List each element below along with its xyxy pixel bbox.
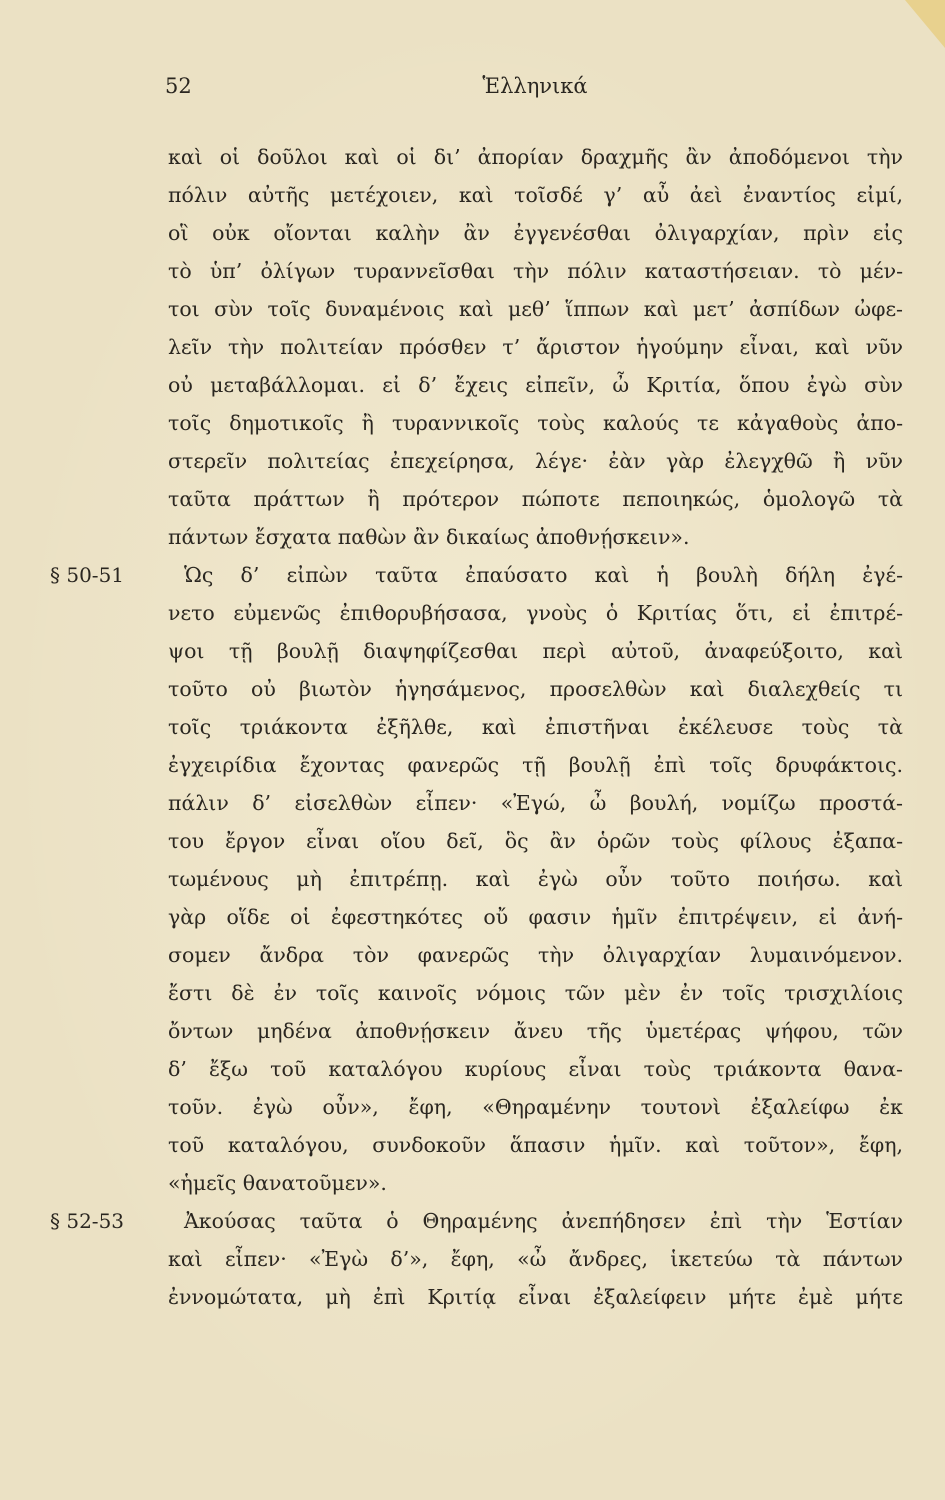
line-text: Ἀκούσας ταῦτα ὁ Θηραμένης ἀνεπήδησεν ἐπὶ τὴν Ἑστίαν — [184, 1209, 903, 1233]
text-line — [168, 290, 903, 328]
text-line — [168, 1012, 903, 1050]
line-text: τὸ ὑπ’ ὀλίγων τυραννεῖσθαι τὴν πόλιν καταστήσειαν. τὸ μέν- — [168, 259, 903, 283]
line-text: τωμένους μὴ ἐπιτρέπῃ. καὶ ἐγὼ οὖν τοῦτο ποιήσω. καὶ — [168, 867, 903, 891]
line-text: καὶ εἶπεν· «Ἐγὼ δ’», ἔφη, «ὦ ἄνδρες, ἱκετεύω τὰ πάντων — [168, 1247, 903, 1271]
text-line — [168, 1126, 903, 1164]
body-text — [50, 138, 903, 1316]
line-text: καὶ οἱ δοῦλοι καὶ οἱ δι’ ἀπορίαν δραχμῆς ἂν ἀποδόμενοι τὴν — [168, 145, 903, 169]
line-text: γὰρ οἵδε οἱ ἐφεστηκότες οὔ φασιν ἡμῖν ἐπιτρέψειν, εἰ ἀνή- — [168, 905, 903, 929]
page-corner-stain — [905, 0, 945, 48]
line-text: ἔστι δὲ ἐν τοῖς καινοῖς νόμοις τῶν μὲν ἐν τοῖς τρισχιλίοις — [168, 981, 903, 1005]
text-line — [168, 594, 903, 632]
line-text: τοῦ καταλόγου, συνδοκοῦν ἅπασιν ἡμῖν. καὶ τοῦτον», ἔφη, — [168, 1133, 903, 1157]
text-line — [168, 1088, 903, 1126]
line-text: πάντων ἔσχατα παθὼν ἂν δικαίως ἀποθνῄσκειν». — [168, 525, 690, 549]
line-text: ὄντων μηδένα ἀποθνῄσκειν ἄνευ τῆς ὑμετέρας ψήφου, τῶν — [168, 1019, 903, 1043]
text-line — [168, 404, 903, 442]
line-text: ἐγχειρίδια ἔχοντας φανερῶς τῇ βουλῇ ἐπὶ τοῖς δρυφάκτοις. — [168, 753, 903, 777]
line-text: τοι σὺν τοῖς δυναμένοις καὶ μεθ’ ἵππων καὶ μετ’ ἀσπίδων ὠφε- — [168, 297, 903, 321]
text-line — [168, 328, 903, 366]
text-line — [168, 746, 903, 784]
text-line — [168, 1050, 903, 1088]
text-line — [168, 366, 903, 404]
line-text: λεῖν τὴν πολιτείαν πρόσθεν τ’ ἄριστον ἡγούμην εἶναι, καὶ νῦν — [168, 335, 903, 359]
text-line — [50, 1202, 903, 1240]
text-line — [168, 860, 903, 898]
line-text: «ἡμεῖς θανατοῦμεν». — [168, 1171, 387, 1195]
line-text: ἐννομώτατα, μὴ ἐπὶ Κριτίᾳ εἶναι ἐξαλείφειν μήτε ἐμὲ μήτε — [168, 1285, 903, 1309]
text-line — [50, 556, 903, 594]
line-text: σομεν ἄνδρα τὸν φανερῶς τὴν ὀλιγαρχίαν λυμαινόμενον. — [168, 943, 903, 967]
text-line — [168, 936, 903, 974]
section-marker: § 52-53 — [50, 1209, 125, 1233]
line-text: νετο εὐμενῶς ἐπιθορυβήσασα, γνοὺς ὁ Κριτίας ὅτι, εἰ ἐπιτρέ- — [168, 601, 903, 625]
running-title: Ἑλληνικά — [482, 74, 588, 98]
line-text: πάλιν δ’ εἰσελθὼν εἶπεν· «Ἐγώ, ὦ βουλή, νομίζω προστά- — [168, 791, 903, 815]
line-text: ψοι τῇ βουλῇ διαψηφίζεσθαι περὶ αὐτοῦ, ἀναφεύξοιτο, καὶ — [168, 639, 903, 663]
text-line — [168, 670, 903, 708]
text-line — [168, 214, 903, 252]
line-text: πόλιν αὐτῆς μετέχοιεν, καὶ τοῖσδέ γ’ αὖ ἀεὶ ἐναντίος εἰμί, — [168, 183, 903, 207]
line-text: Ὡς δ’ εἰπὼν ταῦτα ἐπαύσατο καὶ ἡ βουλὴ δήλη ἐγέ- — [184, 563, 903, 587]
text-line — [168, 1240, 903, 1278]
line-text: δ’ ἔξω τοῦ καταλόγου κυρίους εἶναι τοὺς τριάκοντα θανα- — [168, 1057, 903, 1081]
text-line — [168, 784, 903, 822]
text-line — [168, 974, 903, 1012]
text-line — [168, 1164, 903, 1202]
text-line — [168, 822, 903, 860]
text-line — [168, 252, 903, 290]
text-line — [168, 480, 903, 518]
text-line — [168, 898, 903, 936]
text-line — [168, 632, 903, 670]
line-text: τοῖς δημοτικοῖς ἢ τυραννικοῖς τοὺς καλούς τε κἀγαθοὺς ἀπο- — [168, 411, 903, 435]
line-text: στερεῖν πολιτείας ἐπεχείρησα, λέγε· ἐὰν γὰρ ἐλεγχθῶ ἢ νῦν — [168, 449, 903, 473]
line-text: τοῦτο οὐ βιωτὸν ἡγησάμενος, προσελθὼν καὶ διαλεχθείς τι — [168, 677, 903, 701]
text-line — [168, 138, 903, 176]
line-text: οἳ οὐκ οἴονται καλὴν ἂν ἐγγενέσθαι ὀλιγαρχίαν, πρὶν εἰς — [168, 221, 903, 245]
text-line — [168, 1278, 903, 1316]
line-text: ταῦτα πράττων ἢ πρότερον πώποτε πεποιηκώς, ὁμολογῶ τὰ — [168, 487, 903, 511]
section-marker: § 50-51 — [50, 563, 125, 587]
line-text: τοῖς τριάκοντα ἐξῆλθε, καὶ ἐπιστῆναι ἐκέλευσε τοὺς τὰ — [168, 715, 903, 739]
line-text: τοῦν. ἐγὼ οὖν», ἔφη, «Θηραμένην τουτονὶ ἐξαλείφω ἐκ — [168, 1095, 903, 1119]
page-header — [165, 74, 905, 106]
line-text: οὐ μεταβάλλομαι. εἰ δ’ ἔχεις εἰπεῖν, ὦ Κριτία, ὅπου ἐγὼ σὺν — [168, 373, 903, 397]
page-number: 52 — [165, 74, 192, 98]
text-line — [168, 176, 903, 214]
text-line — [168, 708, 903, 746]
line-text: του ἔργον εἶναι οἵου δεῖ, ὃς ἂν ὁρῶν τοὺς φίλους ἐξαπα- — [168, 829, 903, 853]
text-line — [168, 518, 903, 556]
text-line — [168, 442, 903, 480]
